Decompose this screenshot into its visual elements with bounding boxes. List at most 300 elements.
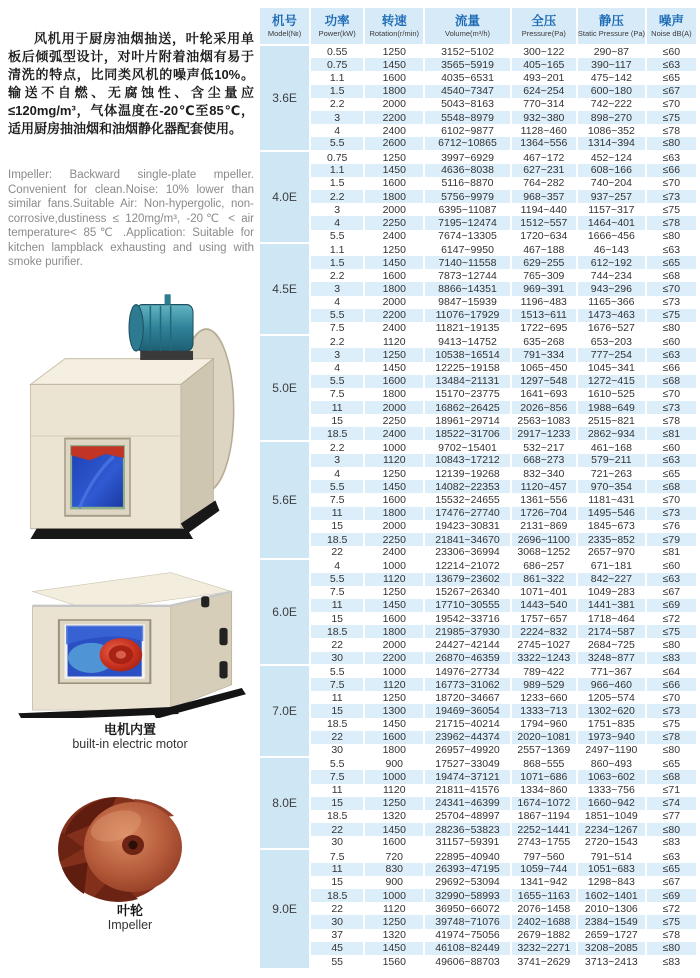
spec-cell: 1450 bbox=[364, 480, 424, 493]
spec-cell: 1205~574 bbox=[577, 691, 646, 704]
table-row bbox=[260, 770, 696, 783]
model-cell: 4.5E bbox=[260, 243, 310, 335]
spec-cell: ≤78 bbox=[646, 731, 696, 744]
spec-cell: 1086~352 bbox=[577, 124, 646, 137]
spec-cell: 3232~2271 bbox=[511, 942, 577, 955]
spec-cell: ≤63 bbox=[646, 243, 696, 256]
table-row bbox=[260, 282, 696, 295]
table-row bbox=[260, 718, 696, 731]
spec-cell: 23306~36994 bbox=[424, 546, 510, 559]
spec-cell: 764~282 bbox=[511, 177, 577, 190]
spec-cell: 1364~556 bbox=[511, 137, 577, 150]
spec-cell: ≤65 bbox=[662, 467, 681, 480]
spec-cell: 4636~8038 bbox=[424, 164, 510, 177]
spec-cell: 2200 bbox=[364, 111, 424, 124]
spec-cell: 1495~546 bbox=[577, 507, 646, 520]
caption-impeller-en: Impeller bbox=[107, 918, 153, 932]
model-cell: 5.6E bbox=[260, 441, 310, 560]
spec-cell: 1676~527 bbox=[577, 322, 646, 335]
spec-cell: 39748~71076 bbox=[424, 915, 510, 928]
spec-cell: 7873~12744 bbox=[424, 269, 510, 282]
spec-cell: 1250 bbox=[364, 797, 424, 810]
spec-cell: 11 bbox=[310, 599, 364, 612]
table-row bbox=[260, 876, 696, 889]
spec-cell: 989~529 bbox=[511, 678, 577, 691]
spec-cell: 898~270 bbox=[577, 111, 646, 124]
spec-cell: 1666~456 bbox=[577, 230, 646, 243]
spec-cell: 1.1 bbox=[310, 164, 364, 177]
spec-cell: 14976~27734 bbox=[424, 665, 510, 678]
spec-cell: 777~254 bbox=[577, 348, 646, 361]
spec-cell: 3322~1243 bbox=[511, 652, 577, 665]
spec-cell: 1250 bbox=[364, 151, 424, 164]
spec-table-wrap bbox=[260, 8, 696, 972]
spec-cell: 21811~41576 bbox=[424, 784, 510, 797]
spec-table bbox=[260, 8, 696, 968]
spec-cell: 22 bbox=[310, 546, 364, 559]
spec-cell: ≤63 bbox=[646, 151, 696, 164]
spec-cell: 19469~36054 bbox=[424, 704, 510, 717]
spec-cell: 1272~415 bbox=[577, 375, 646, 388]
spec-cell: 18.5 bbox=[310, 718, 364, 731]
spec-cell: 37 bbox=[310, 929, 364, 942]
spec-cell: 1560 bbox=[364, 955, 424, 968]
table-row bbox=[260, 58, 696, 71]
spec-cell: ≤75 bbox=[646, 309, 696, 322]
spec-cell: 1800 bbox=[364, 282, 424, 295]
header-noise: 噪声 Noise dB(A) bbox=[646, 8, 696, 45]
spec-cell: 11 bbox=[310, 401, 364, 414]
spec-cell: 1120 bbox=[364, 454, 424, 467]
spec-cell: 290~87 bbox=[577, 45, 646, 58]
spec-cell: 1600 bbox=[364, 836, 424, 849]
spec-cell: 3 bbox=[310, 348, 364, 361]
table-row bbox=[260, 849, 696, 862]
spec-cell: 3208~2085 bbox=[577, 942, 646, 955]
table-row bbox=[260, 586, 696, 599]
spec-cell: ≤66 bbox=[646, 678, 696, 691]
spec-cell: 1071~686 bbox=[511, 770, 577, 783]
spec-cell: 943~296 bbox=[577, 282, 646, 295]
spec-cell: 6102~9877 bbox=[424, 124, 510, 137]
spec-cell: 2252~1441 bbox=[511, 823, 577, 836]
spec-cell: 653~203 bbox=[577, 335, 646, 348]
spec-cell: ≤63 bbox=[646, 348, 696, 361]
table-row bbox=[260, 559, 696, 572]
model-group bbox=[260, 335, 696, 441]
spec-cell: 2.2 bbox=[310, 98, 364, 111]
spec-cell: 937~257 bbox=[577, 190, 646, 203]
spec-cell: ≤67 bbox=[646, 85, 696, 98]
spec-cell: 1513~611 bbox=[511, 309, 577, 322]
table-row bbox=[260, 467, 696, 480]
table-row bbox=[260, 414, 696, 427]
spec-cell: ≤79 bbox=[646, 533, 696, 546]
spec-cell: 46~143 bbox=[577, 243, 646, 256]
spec-cell: 9702~15401 bbox=[424, 441, 510, 454]
spec-cell: 5.5 bbox=[310, 375, 364, 388]
table-row bbox=[260, 296, 696, 309]
spec-cell: 15 bbox=[310, 612, 364, 625]
spec-cell: 1464~401 bbox=[577, 216, 646, 229]
model-cell: 5.0E bbox=[260, 335, 310, 441]
spec-cell: 1600 bbox=[364, 731, 424, 744]
spec-cell: 2000 bbox=[364, 203, 424, 216]
spec-cell: ≤70 bbox=[646, 282, 696, 295]
spec-cell: 7.5 bbox=[310, 322, 364, 335]
spec-cell: 2000 bbox=[364, 401, 424, 414]
spec-cell: 18720~34667 bbox=[424, 691, 510, 704]
spec-cell: ≤60 bbox=[646, 559, 696, 572]
spec-cell: 1045~341 bbox=[577, 362, 646, 375]
spec-cell: ≤78 bbox=[662, 414, 681, 427]
spec-cell: 1718~464 bbox=[577, 612, 646, 625]
table-row bbox=[260, 388, 696, 401]
spec-cell: 1157~317 bbox=[577, 203, 646, 216]
table-row bbox=[260, 678, 696, 691]
spec-cell: 1473~463 bbox=[577, 309, 646, 322]
spec-cell: 18.5 bbox=[310, 427, 364, 440]
spec-cell: 19423~30831 bbox=[424, 520, 510, 533]
spec-cell: 740~204 bbox=[577, 177, 646, 190]
spec-cell: 10538~16514 bbox=[424, 348, 510, 361]
spec-cell: 21841~34670 bbox=[424, 533, 510, 546]
spec-cell: 1845~673 bbox=[577, 520, 646, 533]
spec-cell: 11 bbox=[310, 784, 364, 797]
spec-cell: 12214~21072 bbox=[424, 559, 510, 572]
table-row bbox=[260, 441, 696, 454]
table-row bbox=[260, 427, 696, 440]
spec-cell: 1.5 bbox=[310, 177, 364, 190]
spec-cell: 1059~744 bbox=[511, 863, 577, 876]
fan-unit-photo bbox=[2, 284, 254, 548]
spec-table-header bbox=[260, 8, 696, 45]
spec-cell: ≤83 bbox=[662, 836, 681, 849]
spec-cell: 1250 bbox=[364, 467, 424, 480]
spec-cell: 14082~22353 bbox=[424, 480, 510, 493]
spec-cell: 2131~869 bbox=[511, 520, 577, 533]
model-cell: 7.0E bbox=[260, 665, 310, 757]
spec-cell: 868~555 bbox=[511, 757, 577, 770]
spec-cell: 1.1 bbox=[310, 71, 364, 84]
spec-cell: 1120 bbox=[364, 678, 424, 691]
spec-cell: 668~273 bbox=[511, 454, 577, 467]
spec-cell: 467~188 bbox=[511, 243, 577, 256]
spec-cell: 830 bbox=[364, 863, 424, 876]
spec-cell: ≤75 bbox=[646, 915, 696, 928]
spec-cell: 744~234 bbox=[577, 269, 646, 282]
spec-cell: ≤72 bbox=[662, 902, 681, 915]
spec-cell: 4540~7347 bbox=[424, 85, 510, 98]
spec-cell: 3 bbox=[310, 454, 364, 467]
spec-cell: 11 bbox=[310, 691, 364, 704]
spec-cell: 1320 bbox=[364, 810, 424, 823]
spec-cell: 19542~33716 bbox=[424, 612, 510, 625]
spec-cell: ≤60 bbox=[646, 441, 696, 454]
spec-cell: 1063~602 bbox=[577, 770, 646, 783]
table-row bbox=[260, 863, 696, 876]
spec-cell: 4 bbox=[310, 467, 364, 480]
spec-cell: 16773~31062 bbox=[424, 678, 510, 691]
table-row bbox=[260, 691, 696, 704]
table-row bbox=[260, 625, 696, 638]
spec-cell: 300~122 bbox=[511, 45, 577, 58]
table-row bbox=[260, 190, 696, 203]
spec-cell: 1641~693 bbox=[511, 388, 577, 401]
spec-cell: 32990~58993 bbox=[424, 889, 510, 902]
spec-cell: 7140~11558 bbox=[424, 256, 510, 269]
spec-cell: 1722~695 bbox=[511, 322, 577, 335]
model-group bbox=[260, 757, 696, 849]
spec-cell: 1443~540 bbox=[511, 599, 577, 612]
spec-cell: 2.2 bbox=[310, 269, 364, 282]
spec-cell: ≤78 bbox=[646, 216, 696, 229]
spec-cell: ≤63 bbox=[646, 573, 696, 586]
spec-cell: 1973~940 bbox=[577, 731, 646, 744]
spec-cell: ≤80 bbox=[662, 229, 681, 242]
caption-built-in-motor-zh: 电机内置 bbox=[103, 722, 156, 737]
spec-cell: 1450 bbox=[364, 362, 424, 375]
spec-cell: ≤72 bbox=[662, 612, 681, 625]
spec-cell: ≤68 bbox=[646, 770, 696, 783]
table-row bbox=[260, 375, 696, 388]
spec-cell: 390~117 bbox=[577, 58, 646, 71]
spec-cell: 2917~1233 bbox=[511, 427, 577, 440]
spec-cell: ≤80 bbox=[662, 744, 681, 757]
model-group bbox=[260, 665, 696, 757]
spec-cell: 1851~1049 bbox=[577, 810, 646, 823]
table-row bbox=[260, 638, 696, 651]
table-row bbox=[260, 810, 696, 823]
spec-cell: 461~168 bbox=[577, 441, 646, 454]
spec-cell: 4 bbox=[310, 296, 364, 309]
header-volume: 流量 Volume(m³/h) bbox=[424, 8, 510, 45]
spec-cell: 2400 bbox=[364, 427, 424, 440]
spec-cell: 46108~82449 bbox=[424, 942, 510, 955]
spec-cell: 765~309 bbox=[511, 269, 577, 282]
spec-cell: 19474~37121 bbox=[424, 770, 510, 783]
spec-cell: 4 bbox=[310, 559, 364, 572]
spec-cell: 2234~1267 bbox=[577, 823, 646, 836]
spec-cell: 1794~960 bbox=[511, 718, 577, 731]
spec-cell: 770~314 bbox=[511, 98, 577, 111]
spec-cell: 1051~683 bbox=[577, 863, 646, 876]
cabinet-fan-photo bbox=[2, 552, 254, 718]
spec-cell: 1.5 bbox=[310, 85, 364, 98]
spec-cell: 1800 bbox=[364, 625, 424, 638]
spec-cell: 832~340 bbox=[511, 467, 577, 480]
table-row bbox=[260, 665, 696, 678]
spec-cell: 6712~10865 bbox=[424, 137, 510, 150]
spec-cell: 11 bbox=[310, 507, 364, 520]
spec-cell: ≤78 bbox=[662, 124, 681, 137]
spec-cell: 629~255 bbox=[511, 256, 577, 269]
table-row bbox=[260, 401, 696, 414]
spec-cell: 1757~657 bbox=[511, 612, 577, 625]
spec-cell: ≤65 bbox=[646, 863, 696, 876]
spec-cell: ≤73 bbox=[646, 401, 696, 414]
spec-cell: 18.5 bbox=[310, 625, 364, 638]
spec-cell: 1250 bbox=[364, 915, 424, 928]
spec-cell: 2497~1190 bbox=[577, 744, 646, 757]
spec-cell: 797~560 bbox=[511, 849, 577, 862]
spec-cell: 11 bbox=[310, 863, 364, 876]
header-model: 机号 Model(№) bbox=[260, 8, 310, 45]
model-cell: 6.0E bbox=[260, 559, 310, 665]
spec-cell: 5116~8870 bbox=[424, 177, 510, 190]
table-row bbox=[260, 836, 696, 849]
spec-cell: 1751~835 bbox=[577, 718, 646, 731]
spec-cell: ≤73 bbox=[662, 296, 681, 309]
spec-cell: 1720~634 bbox=[511, 230, 577, 243]
model-cell: 3.6E bbox=[260, 45, 310, 151]
spec-cell: ≤83 bbox=[646, 652, 696, 665]
spec-cell: 23962~44374 bbox=[424, 731, 510, 744]
spec-cell: 467~172 bbox=[511, 151, 577, 164]
spec-cell: 3741~2629 bbox=[511, 955, 577, 968]
table-row bbox=[260, 243, 696, 256]
spec-cell: 1049~283 bbox=[577, 586, 646, 599]
spec-cell: 49606~88703 bbox=[424, 955, 510, 968]
table-row bbox=[260, 797, 696, 810]
caption-impeller bbox=[7, 903, 253, 933]
spec-cell: 2.2 bbox=[310, 441, 364, 454]
spec-cell: 1071~401 bbox=[511, 586, 577, 599]
left-panel bbox=[0, 0, 260, 978]
spec-cell: 1726~704 bbox=[511, 507, 577, 520]
spec-cell: 7.5 bbox=[310, 849, 364, 862]
spec-cell: 17527~33049 bbox=[424, 757, 510, 770]
spec-cell: 1000 bbox=[364, 770, 424, 783]
spec-cell: 1441~381 bbox=[577, 599, 646, 612]
table-row bbox=[260, 902, 696, 915]
spec-cell: 2020~1081 bbox=[511, 731, 577, 744]
spec-cell: 791~514 bbox=[577, 849, 646, 862]
spec-cell: 30 bbox=[310, 915, 364, 928]
spec-cell: 1333~713 bbox=[511, 704, 577, 717]
spec-cell: 969~391 bbox=[511, 282, 577, 295]
spec-cell: 11076~17929 bbox=[424, 309, 510, 322]
spec-cell: 2250 bbox=[364, 414, 424, 427]
table-row bbox=[260, 151, 696, 164]
table-row bbox=[260, 98, 696, 111]
spec-cell: 18.5 bbox=[310, 533, 364, 546]
spec-cell: 45 bbox=[310, 942, 364, 955]
spec-cell: 3 bbox=[310, 203, 364, 216]
spec-cell: 28236~53823 bbox=[424, 823, 510, 836]
spec-cell: ≤69 bbox=[646, 599, 696, 612]
spec-cell: 721~263 bbox=[577, 467, 646, 480]
table-row bbox=[260, 955, 696, 968]
spec-cell: 1000 bbox=[364, 889, 424, 902]
spec-cell: 1298~843 bbox=[577, 876, 646, 889]
spec-cell: 771~367 bbox=[577, 665, 646, 678]
spec-cell: 5.5 bbox=[310, 757, 364, 770]
spec-cell: 2076~1458 bbox=[511, 902, 577, 915]
spec-cell: 627~231 bbox=[511, 164, 577, 177]
spec-cell: 1660~942 bbox=[577, 797, 646, 810]
spec-cell: 1250 bbox=[364, 586, 424, 599]
spec-cell: 1450 bbox=[364, 164, 424, 177]
spec-cell: 3713~2413 bbox=[577, 955, 646, 968]
spec-cell: 7.5 bbox=[310, 586, 364, 599]
spec-cell: 2224~832 bbox=[511, 625, 577, 638]
spec-cell: 2862~934 bbox=[577, 427, 646, 440]
spec-cell: 2200 bbox=[364, 652, 424, 665]
spec-cell: 1655~1163 bbox=[511, 889, 577, 902]
spec-cell: ≤73 bbox=[646, 507, 696, 520]
spec-cell: ≤70 bbox=[662, 388, 681, 401]
spec-cell: 3068~1252 bbox=[511, 546, 577, 559]
spec-cell: 2174~587 bbox=[577, 625, 646, 638]
model-group bbox=[260, 849, 696, 968]
header-rotation: 转速 Rotation(r/min) bbox=[364, 8, 424, 45]
spec-cell: 5.5 bbox=[310, 480, 364, 493]
spec-cell: 2000 bbox=[364, 638, 424, 651]
spec-cell: 671~181 bbox=[577, 559, 646, 572]
spec-cell: 2745~1027 bbox=[511, 638, 577, 651]
table-row bbox=[260, 454, 696, 467]
spec-cell: 1600 bbox=[364, 269, 424, 282]
table-row bbox=[260, 348, 696, 361]
spec-cell: 1.5 bbox=[310, 256, 364, 269]
spec-cell: 1450 bbox=[364, 256, 424, 269]
spec-cell: ≤60 bbox=[646, 45, 696, 58]
model-cell: 4.0E bbox=[260, 151, 310, 243]
spec-cell: 900 bbox=[364, 757, 424, 770]
spec-cell: 968~357 bbox=[511, 190, 577, 203]
spec-cell: 16862~26425 bbox=[424, 401, 510, 414]
spec-cell: 3152~5102 bbox=[424, 45, 510, 58]
spec-cell: 7195~12474 bbox=[424, 216, 510, 229]
spec-cell: 1300 bbox=[364, 704, 424, 717]
spec-cell: 1333~756 bbox=[577, 784, 646, 797]
table-row bbox=[260, 757, 696, 770]
table-row bbox=[260, 362, 696, 375]
spec-cell: 22 bbox=[310, 638, 364, 651]
spec-cell: 1320 bbox=[364, 929, 424, 942]
table-row bbox=[260, 493, 696, 506]
spec-cell: 1000 bbox=[364, 441, 424, 454]
table-row bbox=[260, 929, 696, 942]
caption-built-in-motor bbox=[7, 722, 253, 752]
spec-cell: 5.5 bbox=[310, 573, 364, 586]
spec-cell: 30 bbox=[310, 652, 364, 665]
spec-cell: 3 bbox=[310, 282, 364, 295]
table-row bbox=[260, 256, 696, 269]
spec-cell: ≤65 bbox=[662, 71, 681, 84]
spec-cell: 1.1 bbox=[310, 243, 364, 256]
spec-cell: 452~124 bbox=[577, 151, 646, 164]
spec-cell: 612~192 bbox=[577, 256, 646, 269]
spec-cell: 15532~24655 bbox=[424, 493, 510, 506]
spec-cell: ≤80 bbox=[662, 322, 681, 335]
spec-cell: 1600 bbox=[364, 493, 424, 506]
spec-cell: 5756~9979 bbox=[424, 190, 510, 203]
table-row bbox=[260, 652, 696, 665]
spec-cell: 22895~40940 bbox=[424, 849, 510, 862]
spec-cell: 2200 bbox=[364, 309, 424, 322]
spec-cell: 4 bbox=[310, 362, 364, 375]
spec-cell: 2.2 bbox=[310, 335, 364, 348]
spec-cell: 1512~557 bbox=[511, 216, 577, 229]
table-row bbox=[260, 322, 696, 335]
spec-cell: 966~460 bbox=[577, 678, 646, 691]
spec-cell: 2400 bbox=[364, 546, 424, 559]
spec-cell: 1600 bbox=[364, 177, 424, 190]
spec-cell: 1610~525 bbox=[577, 388, 646, 401]
spec-cell: ≤81 bbox=[662, 546, 681, 559]
